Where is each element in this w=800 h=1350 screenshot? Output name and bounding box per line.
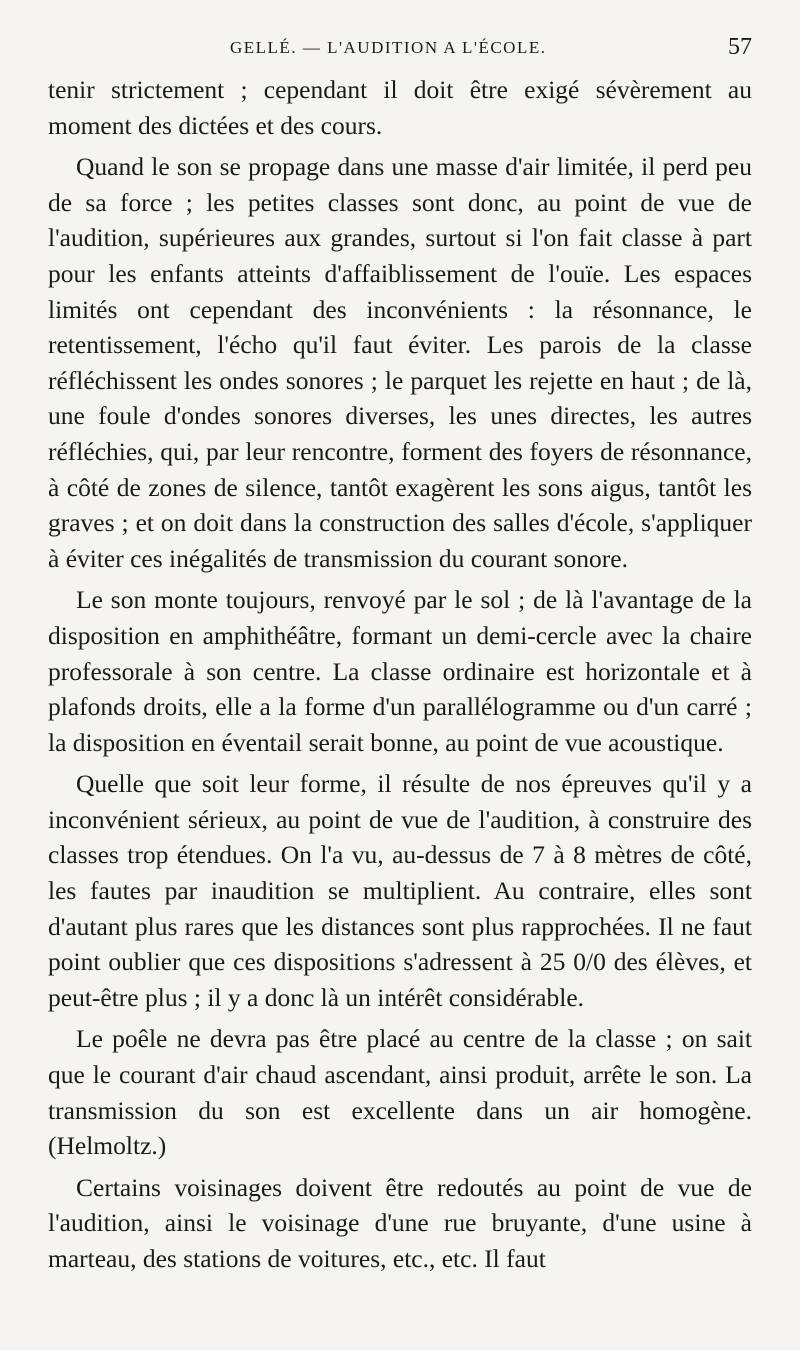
page-number: 57	[728, 34, 752, 60]
paragraph: Certains voisinages doivent être redoutés au point de vue de l'audition, ainsi le voisinage d'une rue bruyante, d'une usine à marteau, des stations de voitures, etc., etc. Il faut	[48, 1172, 752, 1273]
paragraph-continuation: tenir strictement ; cependant il doit être exigé sévèrement au moment des dictées et des cours.	[48, 75, 752, 140]
paragraph: Le poêle ne devra pas être placé au centre de la classe ; on sait que le courant d'air chaud ascendant, ainsi produit, arrête le son. La transmission du son est excellente dans un air homogène. (Helmoltz.)	[48, 1024, 752, 1161]
paragraph: Quand le son se propage dans une masse d'air limitée, il perd peu de sa force ; les petites classes sont donc, au point de vue de l'audition, supérieures aux grandes, surtout si l'on fait classe à part pour les enfants atteints d'affaiblissement de l'ouïe. Les espaces limités ont cependant des inconvénients : la résonnance, le retentissement, l'écho qu'il faut éviter. Les parois de la classe réfléchissent les ondes sonores ; le parquet les rejette en haut ; de là, une foule d'ondes sonores diverses, les unes directes, les autres réfléchies, qui, par leur rencontre, forment des foyers de résonnance, à côté de zones de silence, tantôt exagèrent les sons aigus, tantôt les graves ; et on doit dans la construction des salles d'école, s'appliquer à éviter ces inégalités de transmission du courant sonore.	[48, 152, 752, 573]
paragraph: Quelle que soit leur forme, il résulte de nos épreuves qu'il y a inconvénient sérieux, au point de vue de l'audition, à construire des classes trop étendues. On l'a vu, au-dessus de 7 à 8 mètres de côté, les fautes par inaudition se multiplient. Au contraire, elles sont d'autant plus rares que les distances sont plus rapprochées. Il ne faut point oublier que ces dispositions s'adressent à 25 0/0 des élèves, et peut-être plus ; il y a donc là un intérêt considérable.	[48, 769, 752, 1012]
running-title: GELLÉ. — L'AUDITION A L'ÉCOLE.	[230, 38, 547, 57]
paragraph: Le son monte toujours, renvoyé par le sol ; de là l'avantage de la disposition en amphithéâtre, formant un demi-cercle avec la chaire professorale à son centre. La classe ordinaire est horizontale et à plafonds droits, elle a la forme d'un parallélogramme ou d'un carré ; la disposition en éventail serait bonne, au point de vue acoustique.	[48, 585, 752, 757]
running-head	[48, 34, 752, 64]
body-text	[48, 72, 752, 1277]
